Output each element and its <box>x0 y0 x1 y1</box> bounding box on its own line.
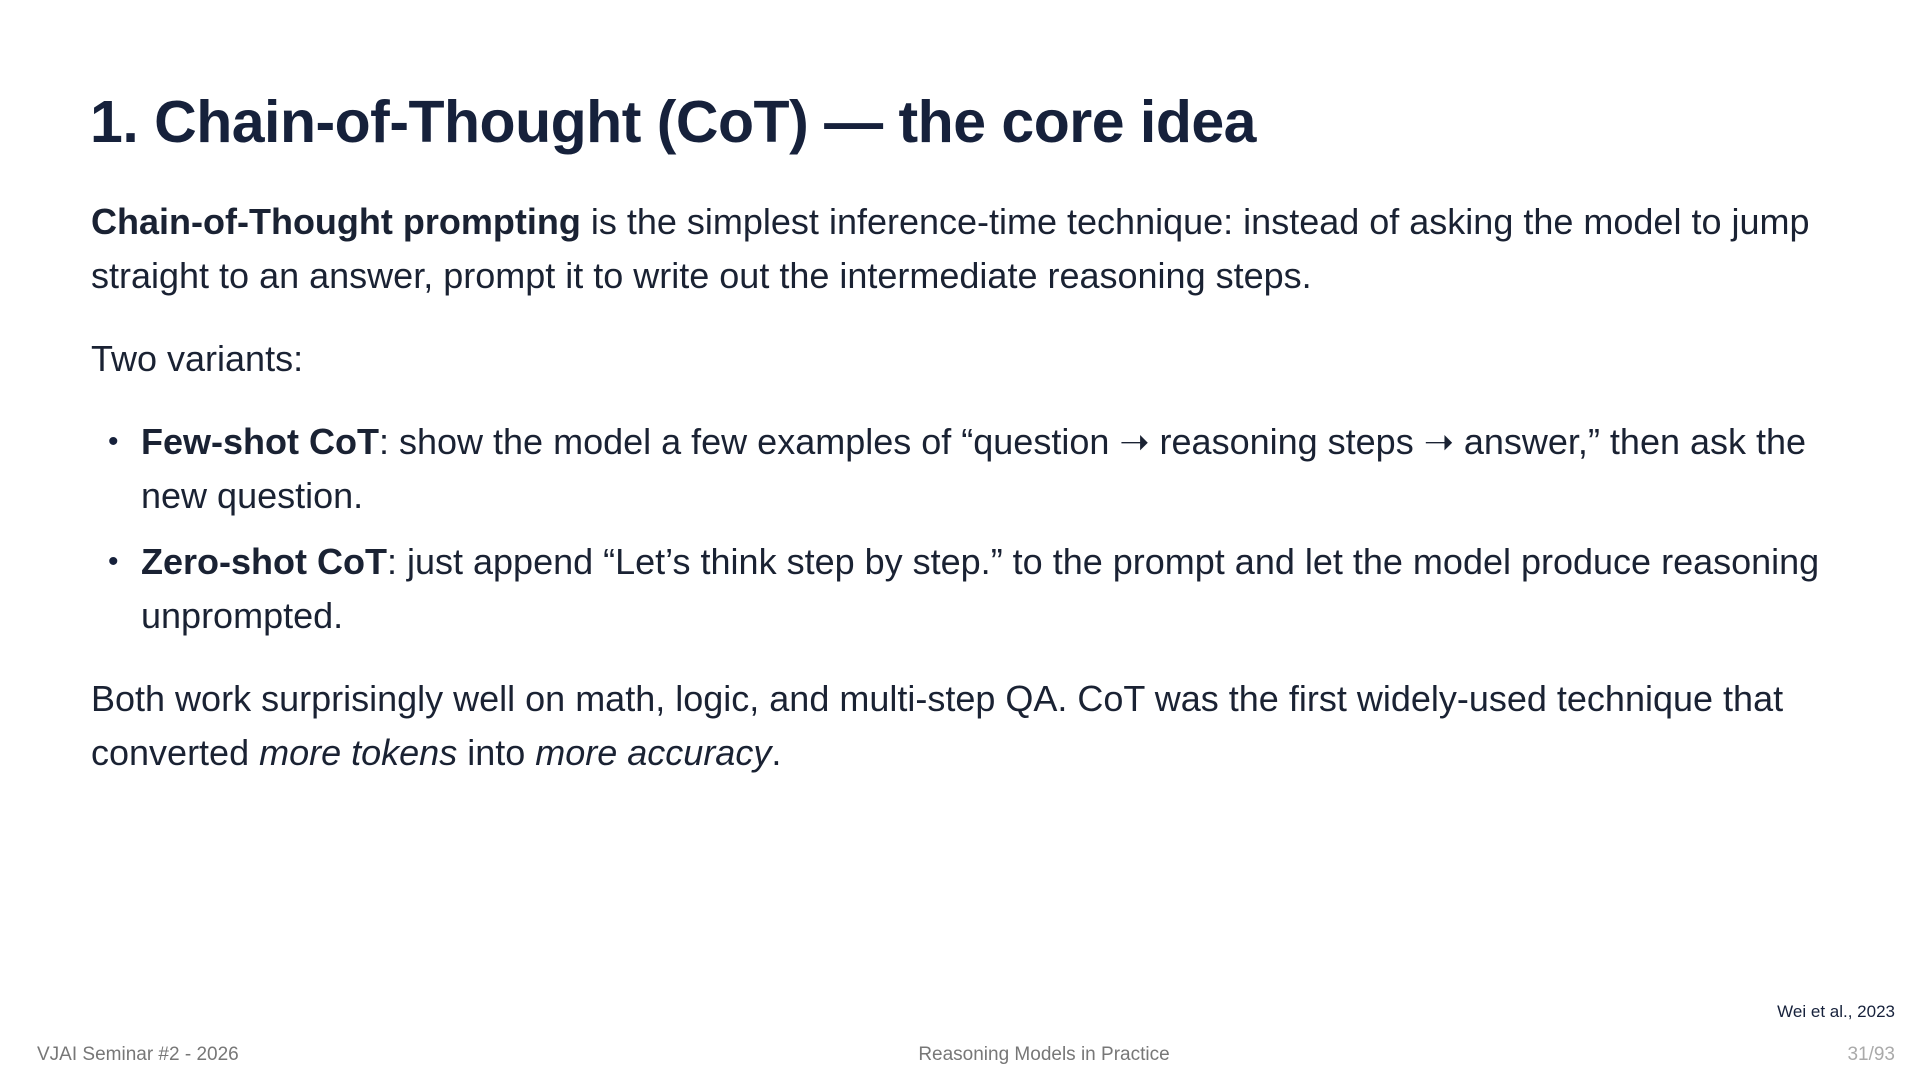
list-item-zero-shot <box>108 535 1851 643</box>
conclusion-emphasis-1: more tokens <box>259 732 458 773</box>
intro-term: Chain-of-Thought prompting <box>91 201 581 242</box>
slide-title: 1. Chain-of-Thought (CoT) — the core idea <box>90 89 1256 155</box>
conclusion-emphasis-2: more accuracy <box>535 732 772 773</box>
citation: Wei et al., 2023 <box>1777 1002 1895 1021</box>
footer-title: Reasoning Models in Practice <box>918 1044 1170 1065</box>
conclusion-text-2: into <box>457 732 536 773</box>
list-item-few-shot <box>108 415 1851 523</box>
variant-text: : show the model a few examples of “question ➝ reasoning steps ➝ answer,” then ask the new question. <box>141 421 1807 516</box>
footer-event: VJAI Seminar #2 - 2026 <box>37 1044 239 1065</box>
bullet-icon: • <box>108 545 119 578</box>
variants-list <box>91 415 1851 643</box>
bullet-icon: • <box>108 425 119 458</box>
variant-term: Zero-shot CoT <box>141 541 387 582</box>
variant-text: : just append “Let’s think step by step.” to the prompt and let the model produce reasoning unprompted. <box>141 541 1820 636</box>
slide-body <box>91 195 1851 809</box>
intro-paragraph <box>91 195 1851 303</box>
intro-text: is the simplest inference-time technique: instead of asking the model to jump straight to an answer, prompt it to write out the intermediate reasoning steps. <box>91 201 1810 296</box>
variant-term: Few-shot CoT <box>141 421 379 462</box>
conclusion-paragraph <box>91 672 1851 780</box>
conclusion-text-3: . <box>771 732 782 773</box>
page-number: 31/93 <box>1847 1044 1895 1065</box>
conclusion-text-1: Both work surprisingly well on math, logic, and multi-step QA. CoT was the first widely-used technique that converted <box>91 678 1784 773</box>
variants-heading: Two variants: <box>91 338 304 379</box>
